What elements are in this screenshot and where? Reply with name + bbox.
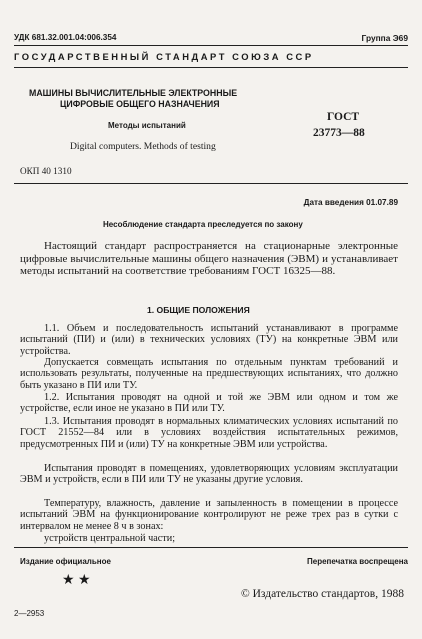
legal-warning: Несоблюдение стандарта преследуется по закону bbox=[103, 220, 303, 229]
paragraph-1-1: 1.1. Объем и последовательность испытаний устанавливают в программе испытаний (ПИ) и (или) в технических условиях (ТУ) на конкретные ЭВМ или устройства. bbox=[20, 323, 398, 357]
paragraph-1-3: 1.3. Испытания проводят в нормальных климатических условиях испытаний по ГОСТ 21552—84 или в условиях воздействия испытательных режимов, предусмотренных ПИ и (или) ТУ на конкретные ЭВМ или устройства. bbox=[20, 416, 398, 450]
english-title: Digital computers. Methods of testing bbox=[70, 141, 216, 152]
title-line-1: МАШИНЫ ВЫЧИСЛИТЕЛЬНЫЕ ЭЛЕКТРОННЫЕ bbox=[29, 88, 238, 98]
header-rule-bottom bbox=[14, 67, 408, 68]
gost-number: 23773—88 bbox=[313, 127, 365, 139]
section-heading: 1. ОБЩИЕ ПОЛОЖЕНИЯ bbox=[147, 305, 250, 315]
star-marks: ★ ★ bbox=[62, 573, 91, 588]
reprint-note: Перепечатка воспрещена bbox=[307, 557, 408, 566]
paragraph-zone-list: устройств центральной части; bbox=[44, 533, 176, 544]
footer-rule bbox=[14, 547, 408, 548]
group-code: Группа Э69 bbox=[361, 33, 408, 43]
udk-code: УДК 681.32.001.04:006.354 bbox=[14, 33, 117, 42]
paragraph-combine: Допускается совмещать испытания по отдельным пунктам требований и использовать результаты, полученные на предшествующих испытаниях, что должно быть указано в ПИ или ТУ. bbox=[20, 357, 398, 391]
page-code: 2—2953 bbox=[14, 609, 45, 618]
lead-paragraph: Настоящий стандарт распространяется на стационарные электронные цифровые вычислительные машины общего назначения (ЭВМ) и устанавливает методы испытаний на соответствие требованиям ГОСТ 16325—88. bbox=[20, 240, 398, 278]
org-title: ГОСУДАРСТВЕННЫЙ СТАНДАРТ СОЮЗА ССР bbox=[14, 51, 314, 62]
okp-code: ОКП 40 1310 bbox=[20, 166, 72, 176]
paragraph-1-2: 1.2. Испытания проводят на одной и той же ЭВМ или одном и том же устройстве, если иное не указано в ПИ или ТУ. bbox=[20, 392, 398, 415]
introduction-date: Дата введения 01.07.89 bbox=[303, 198, 398, 207]
header-rule-top bbox=[14, 45, 408, 46]
subtitle: Методы испытаний bbox=[108, 121, 186, 130]
paragraph-climate-control: Температуру, влажность, давление и запыленность в помещении в процессе испытаний ЭВМ на функционирование контролируют не реже трех раз в сутки с интервалом не менее 8 ч в зонах: bbox=[20, 498, 398, 532]
title-rule bbox=[14, 183, 408, 184]
edition-note: Издание официальное bbox=[20, 557, 111, 566]
copyright: © Издательство стандартов, 1988 bbox=[240, 588, 404, 600]
gost-label: ГОСТ bbox=[327, 111, 360, 123]
paragraph-premises: Испытания проводят в помещениях, удовлетворяющих условиям эксплуатации ЭВМ и устройств, если в ПИ или ТУ не указаны другие условия. bbox=[20, 463, 398, 486]
title-line-2: ЦИФРОВЫЕ ОБЩЕГО НАЗНАЧЕНИЯ bbox=[60, 99, 220, 109]
